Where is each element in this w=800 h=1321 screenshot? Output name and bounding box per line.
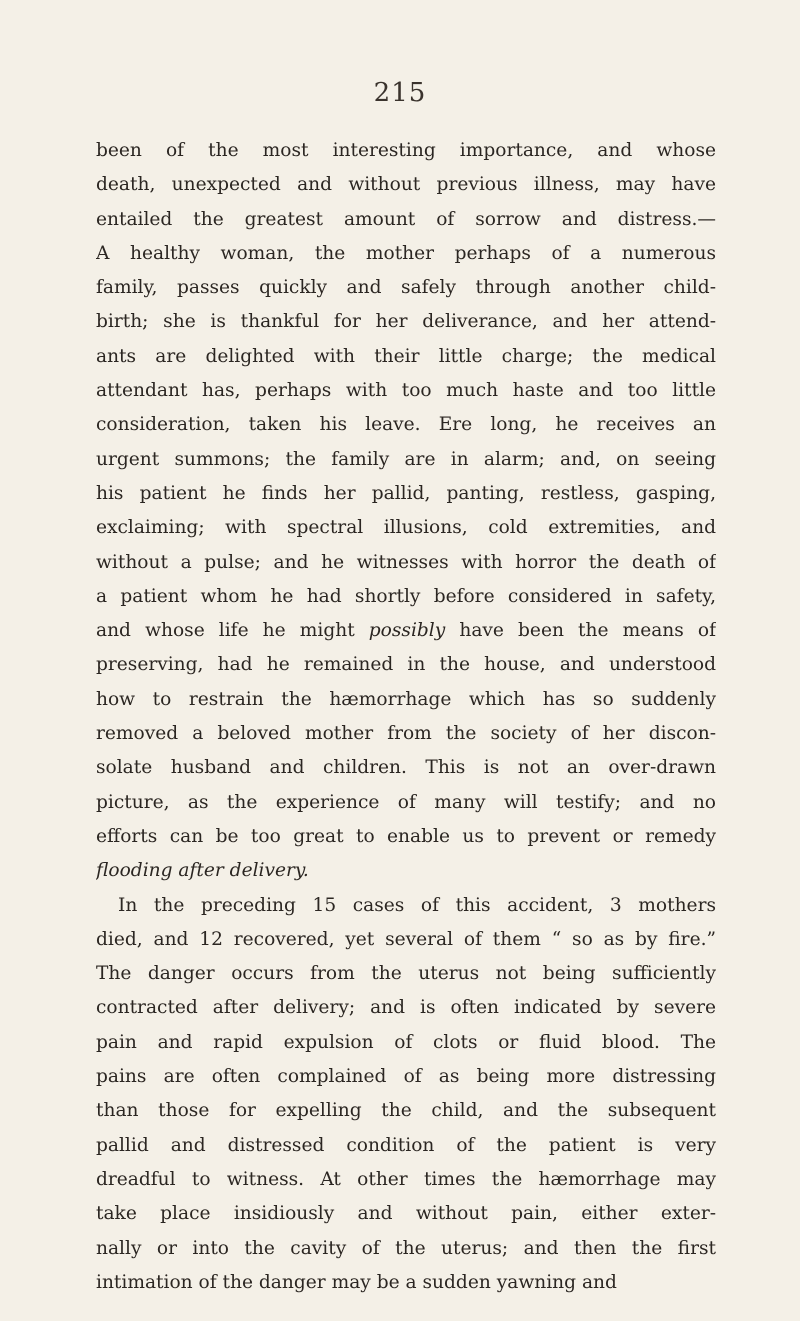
- text-span: efforts can be too great to enable us to prevent or remedy: [96, 825, 716, 847]
- text-line: [96, 991, 716, 1025]
- text-line: [96, 1026, 716, 1060]
- text-line: [96, 305, 716, 339]
- text-line: [96, 134, 716, 168]
- text-line: [96, 443, 716, 477]
- text-line: [96, 477, 716, 511]
- text-span: a patient whom he had shortly before considered in safety,: [96, 585, 716, 607]
- text-line: [96, 717, 716, 751]
- text-span: exclaiming; with spectral illusions, cold extremities, and: [96, 517, 716, 539]
- text-line: [96, 546, 716, 580]
- text-span: intimation of the danger may be a sudden yawning and: [96, 1271, 617, 1293]
- text-span: his patient he finds her pallid, panting, restless, gasping,: [96, 482, 716, 504]
- text-span: pains are often complained of as being more distressing: [96, 1066, 716, 1088]
- text-span: removed a beloved mother from the society of her discon-: [96, 723, 716, 745]
- italic-text: flooding after delivery.: [96, 860, 309, 882]
- text-span: been of the most interesting importance, and whose: [96, 140, 716, 161]
- text-span: birth; she is thankful for her deliverance, and her attend-: [96, 311, 716, 333]
- text-line: [96, 340, 716, 374]
- text-line: [96, 1060, 716, 1094]
- text-span: dreadful to witness. At other times the hæmorrhage may: [96, 1168, 716, 1190]
- text-span: contracted after delivery; and is often indicated by severe: [96, 997, 716, 1019]
- text-span: take place insidiously and without pain, either exter-: [96, 1203, 716, 1225]
- italic-text: possibly: [368, 620, 446, 642]
- text-span: attendant has, perhaps with too much haste and too little: [96, 380, 716, 402]
- text-line: [96, 614, 716, 648]
- text-span: solate husband and children. This is not an over-drawn: [96, 757, 716, 779]
- text-line: [96, 923, 716, 957]
- body-text: [96, 134, 716, 1300]
- text-line: [96, 648, 716, 682]
- text-line: [96, 374, 716, 408]
- text-span: In the preceding 15 cases of this accident, 3 mothers: [118, 894, 716, 916]
- text-span: without a pulse; and he witnesses with horror the death of: [96, 551, 716, 573]
- page-number: 215: [373, 78, 427, 108]
- text-line: [96, 271, 716, 305]
- text-span: The danger occurs from the uterus not being sufficiently: [96, 963, 716, 985]
- text-line: [96, 408, 716, 442]
- text-span: and whose life he might: [96, 620, 369, 642]
- text-line: [96, 854, 716, 888]
- text-line: [96, 511, 716, 545]
- text-line: [96, 1197, 716, 1231]
- text-line: [96, 1094, 716, 1128]
- text-line: [96, 168, 716, 202]
- text-line: [96, 580, 716, 614]
- text-line: [96, 1266, 716, 1300]
- text-span: consideration, taken his leave. Ere long, he receives an: [96, 414, 716, 436]
- text-span: picture, as the experience of many will testify; and no: [96, 791, 716, 813]
- text-span: urgent summons; the family are in alarm; and, on seeing: [96, 448, 716, 470]
- text-line: [96, 1232, 716, 1266]
- text-span: family, passes quickly and safely through another child-: [96, 277, 716, 299]
- text-span: have been the means of: [445, 620, 716, 642]
- text-line: [96, 237, 716, 271]
- text-span: preserving, had he remained in the house, and understood: [96, 654, 716, 676]
- text-line: [96, 751, 716, 785]
- text-line: [96, 203, 716, 237]
- text-span: how to restrain the hæmorrhage which has so suddenly: [96, 688, 716, 710]
- text-line: [96, 786, 716, 820]
- text-span: death, unexpected and without previous illness, may have: [96, 174, 716, 196]
- text-span: nally or into the cavity of the uterus; and then the first: [96, 1237, 716, 1259]
- text-line: [96, 889, 716, 923]
- text-span: pain and rapid expulsion of clots or fluid blood. The: [96, 1031, 716, 1053]
- text-span: ants are delighted with their little charge; the medical: [96, 345, 716, 367]
- text-span: pallid and distressed condition of the patient is very: [96, 1134, 716, 1156]
- text-span: entailed the greatest amount of sorrow and distress.—: [96, 208, 716, 230]
- text-span: died, and 12 recovered, yet several of them “ so as by fire.”: [96, 928, 716, 950]
- text-span: than those for expelling the child, and the subsequent: [96, 1100, 716, 1122]
- text-line: [96, 1163, 716, 1197]
- text-line: [96, 957, 716, 991]
- text-line: [96, 683, 716, 717]
- text-span: A healthy woman, the mother perhaps of a numerous: [96, 242, 716, 264]
- text-line: [96, 1129, 716, 1163]
- text-line: [96, 820, 716, 854]
